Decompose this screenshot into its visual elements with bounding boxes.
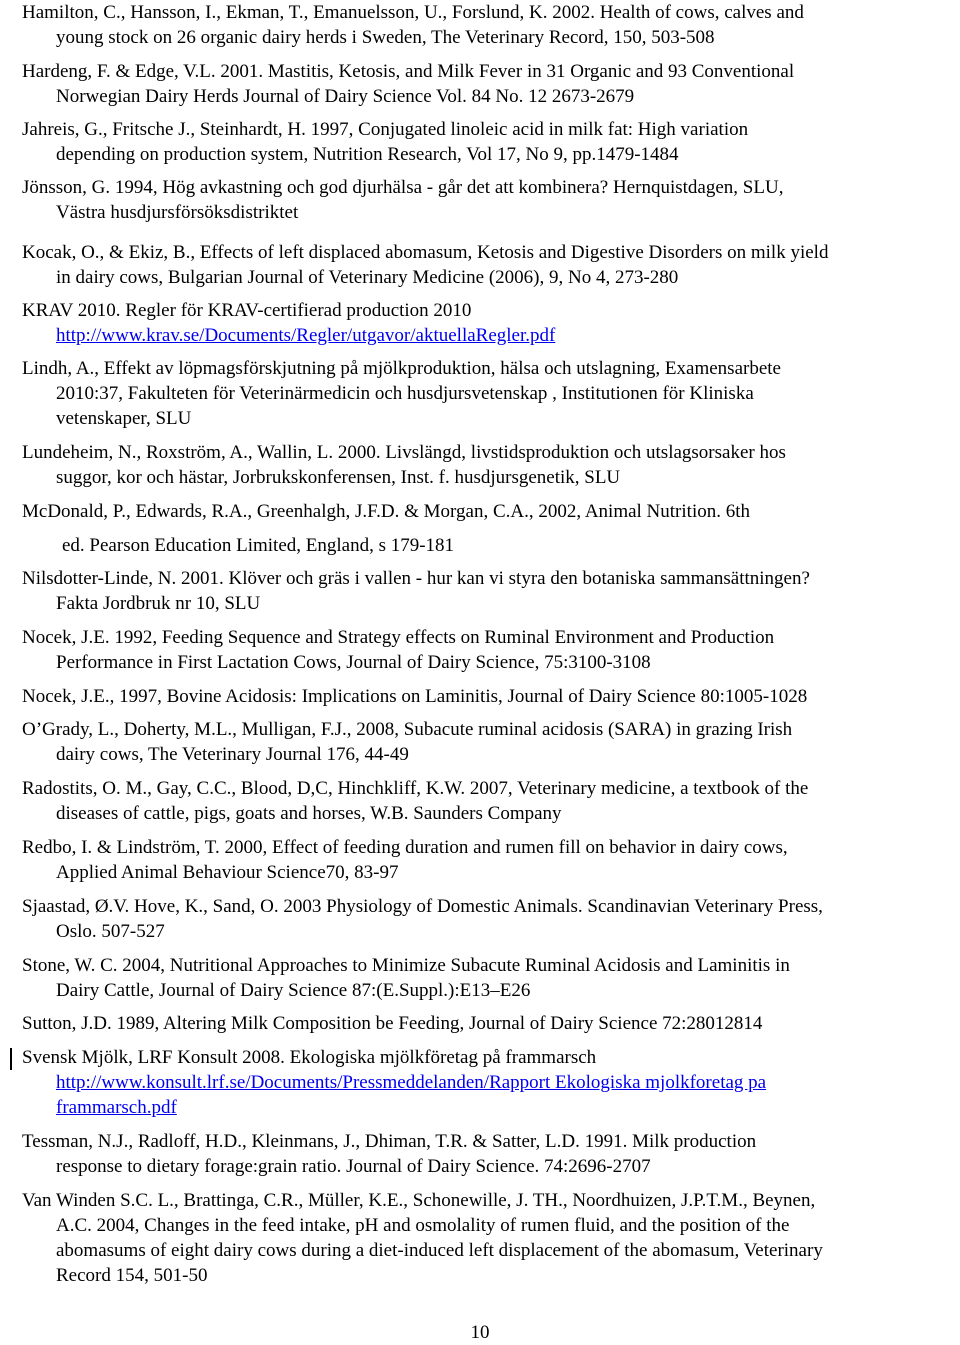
reference-line: Lundeheim, N., Roxström, A., Wallin, L. 2000. Livslängd, livstidsproduktion och utslagsorsaker hos bbox=[22, 442, 786, 463]
reference-line: in dairy cows, Bulgarian Journal of Veterinary Medicine (2006), 9, No 4, 273-280 bbox=[56, 267, 679, 288]
reference-line: Fakta Jordbruk nr 10, SLU bbox=[56, 593, 261, 614]
reference-sutton-1989 bbox=[22, 1011, 958, 1036]
reference-line: Nocek, J.E. 1992, Feeding Sequence and Strategy effects on Ruminal Environment and Production bbox=[22, 627, 775, 648]
reference-line: dairy cows, The Veterinary Journal 176, 44-49 bbox=[56, 744, 409, 765]
reference-line: suggor, kor och hästar, Jorbrukskonferensen, Inst. f. husdjursgenetik, SLU bbox=[56, 467, 621, 488]
reference-line: Kocak, O., & Ekiz, B., Effects of left displaced abomasum, Ketosis and Digestive Disorders on milk yield bbox=[22, 242, 829, 263]
reference-line: Redbo, I. & Lindström, T. 2000, Effect of feeding duration and rumen fill on behavior in dairy cows, bbox=[22, 837, 788, 858]
reference-lundeheim-2000 bbox=[22, 440, 958, 490]
reference-hardeng-2001 bbox=[22, 59, 958, 109]
reference-hamilton-2002 bbox=[22, 0, 958, 50]
reference-line: ed. Pearson Education Limited, England, s 179-181 bbox=[62, 535, 455, 556]
reference-line: McDonald, P., Edwards, R.A., Greenhalgh, J.F.D. & Morgan, C.A., 2002, Animal Nutrition. 6th bbox=[22, 501, 751, 522]
reference-line: Tessman, N.J., Radloff, H.D., Kleinmans, J., Dhiman, T.R. & Satter, L.D. 1991. Milk production bbox=[22, 1131, 757, 1152]
krav-rules-link[interactable]: http://www.krav.se/Documents/Regler/utgavor/aktuellaRegler.pdf bbox=[56, 325, 556, 346]
reference-line: diseases of cattle, pigs, goats and horses, W.B. Saunders Company bbox=[56, 803, 562, 824]
reference-stone-2004 bbox=[22, 953, 958, 1003]
reference-line: abomasums of eight dairy cows during a diet-induced left displacement of the abomasum, Veterinary bbox=[56, 1240, 823, 1261]
reference-line: response to dietary forage:grain ratio. Journal of Dairy Science. 74:2696-2707 bbox=[56, 1156, 651, 1177]
reference-line: Nilsdotter-Linde, N. 2001. Klöver och gräs i vallen - hur kan vi styra den botaniska sammansättningen? bbox=[22, 568, 810, 589]
reference-jonsson-1994 bbox=[22, 175, 958, 225]
reference-svensk-mjolk-2008 bbox=[22, 1045, 958, 1120]
reference-nocek-1997 bbox=[22, 684, 958, 709]
reference-line: Svensk Mjölk, LRF Konsult 2008. Ekologiska mjölkföretag på frammarsch bbox=[22, 1047, 597, 1068]
reference-kocak-2006 bbox=[22, 240, 958, 290]
reference-line: Nocek, J.E., 1997, Bovine Acidosis: Implications on Laminitis, Journal of Dairy Science 80:1005-1028 bbox=[22, 686, 808, 707]
reference-nocek-1992 bbox=[22, 625, 958, 675]
reference-line: Van Winden S.C. L., Brattinga, C.R., Müller, K.E., Schonewille, J. TH., Noordhuizen, J.P.T.M., Beynen, bbox=[22, 1190, 816, 1211]
reference-mcdonald-2002 bbox=[22, 499, 958, 558]
reference-line: Dairy Cattle, Journal of Dairy Science 87:(E.Suppl.):E13–E26 bbox=[56, 980, 531, 1001]
reference-redbo-2000 bbox=[22, 835, 958, 885]
reference-line: Stone, W. C. 2004, Nutritional Approaches to Minimize Subacute Ruminal Acidosis and Laminitis in bbox=[22, 955, 790, 976]
reference-lindh bbox=[22, 356, 958, 431]
konsult-lrf-report-link[interactable]: http://www.konsult.lrf.se/Documents/Pressmeddelanden/Rapport Ekologiska mjolkforetag pa bbox=[56, 1072, 767, 1093]
reference-jahreis-1997 bbox=[22, 117, 958, 167]
reference-line: Applied Animal Behaviour Science70, 83-97 bbox=[56, 862, 399, 883]
reference-line: O’Grady, L., Doherty, M.L., Mulligan, F.J., 2008, Subacute ruminal acidosis (SARA) in grazing Irish bbox=[22, 719, 793, 740]
reference-line: Hamilton, C., Hansson, I., Ekman, T., Emanuelsson, U., Forslund, K. 2002. Health of cows, calves and bbox=[22, 2, 804, 23]
reference-line: Radostits, O. M., Gay, C.C., Blood, D,C, Hinchkliff, K.W. 2007, Veterinary medicine, a textbook of the bbox=[22, 778, 809, 799]
reference-sjaastad-2003 bbox=[22, 894, 958, 944]
reference-nilsdotter-linde-2001 bbox=[22, 566, 958, 616]
reference-line: Oslo. 507-527 bbox=[56, 921, 165, 942]
reference-krav-2010 bbox=[22, 298, 958, 348]
reference-ogrady-2008 bbox=[22, 717, 958, 767]
reference-line: 2010:37, Fakulteten för Veterinärmedicin och husdjursvetenskap , Institutionen för Kliniska bbox=[56, 383, 754, 404]
reference-line: vetenskaper, SLU bbox=[56, 408, 192, 429]
reference-line: Record 154, 501-50 bbox=[56, 1265, 208, 1286]
reference-line: Norwegian Dairy Herds Journal of Dairy Science Vol. 84 No. 12 2673-2679 bbox=[56, 86, 635, 107]
page-number: 10 bbox=[470, 1322, 490, 1343]
reference-line: A.C. 2004, Changes in the feed intake, pH and osmolality of rumen fluid, and the position of the bbox=[56, 1215, 790, 1236]
reference-line: Jönsson, G. 1994, Hög avkastning och god djurhälsa - går det att kombinera? Hernquistdagen, SLU, bbox=[22, 177, 784, 198]
reference-line: Lindh, A., Effekt av löpmagsförskjutning på mjölkproduktion, hälsa och utslagning, Examensarbete bbox=[22, 358, 781, 379]
reference-line: KRAV 2010. Regler för KRAV-certifierad production 2010 bbox=[22, 300, 472, 321]
reference-tessman-1991 bbox=[22, 1129, 958, 1179]
reference-line: Sutton, J.D. 1989, Altering Milk Composition be Feeding, Journal of Dairy Science 72:28012814 bbox=[22, 1013, 763, 1034]
konsult-lrf-report-link-continued[interactable]: frammarsch.pdf bbox=[56, 1097, 177, 1118]
revision-change-bar bbox=[10, 1048, 12, 1070]
reference-line: Västra husdjursförsöksdistriktet bbox=[56, 202, 299, 223]
reference-line: depending on production system, Nutrition Research, Vol 17, No 9, pp.1479-1484 bbox=[56, 144, 679, 165]
reference-van-winden-2004 bbox=[22, 1188, 958, 1288]
reference-radostits-2007 bbox=[22, 776, 958, 826]
reference-line: Sjaastad, Ø.V. Hove, K., Sand, O. 2003 Physiology of Domestic Animals. Scandinavian Veterinary Press, bbox=[22, 896, 823, 917]
reference-line: young stock on 26 organic dairy herds i Sweden, The Veterinary Record, 150, 503-508 bbox=[56, 27, 715, 48]
reference-line: Performance in First Lactation Cows, Journal of Dairy Science, 75:3100-3108 bbox=[56, 652, 651, 673]
reference-line: Hardeng, F. & Edge, V.L. 2001. Mastitis, Ketosis, and Milk Fever in 31 Organic and 93 Conventional bbox=[22, 61, 795, 82]
reference-line: Jahreis, G., Fritsche J., Steinhardt, H. 1997, Conjugated linoleic acid in milk fat: High variation bbox=[22, 119, 749, 140]
